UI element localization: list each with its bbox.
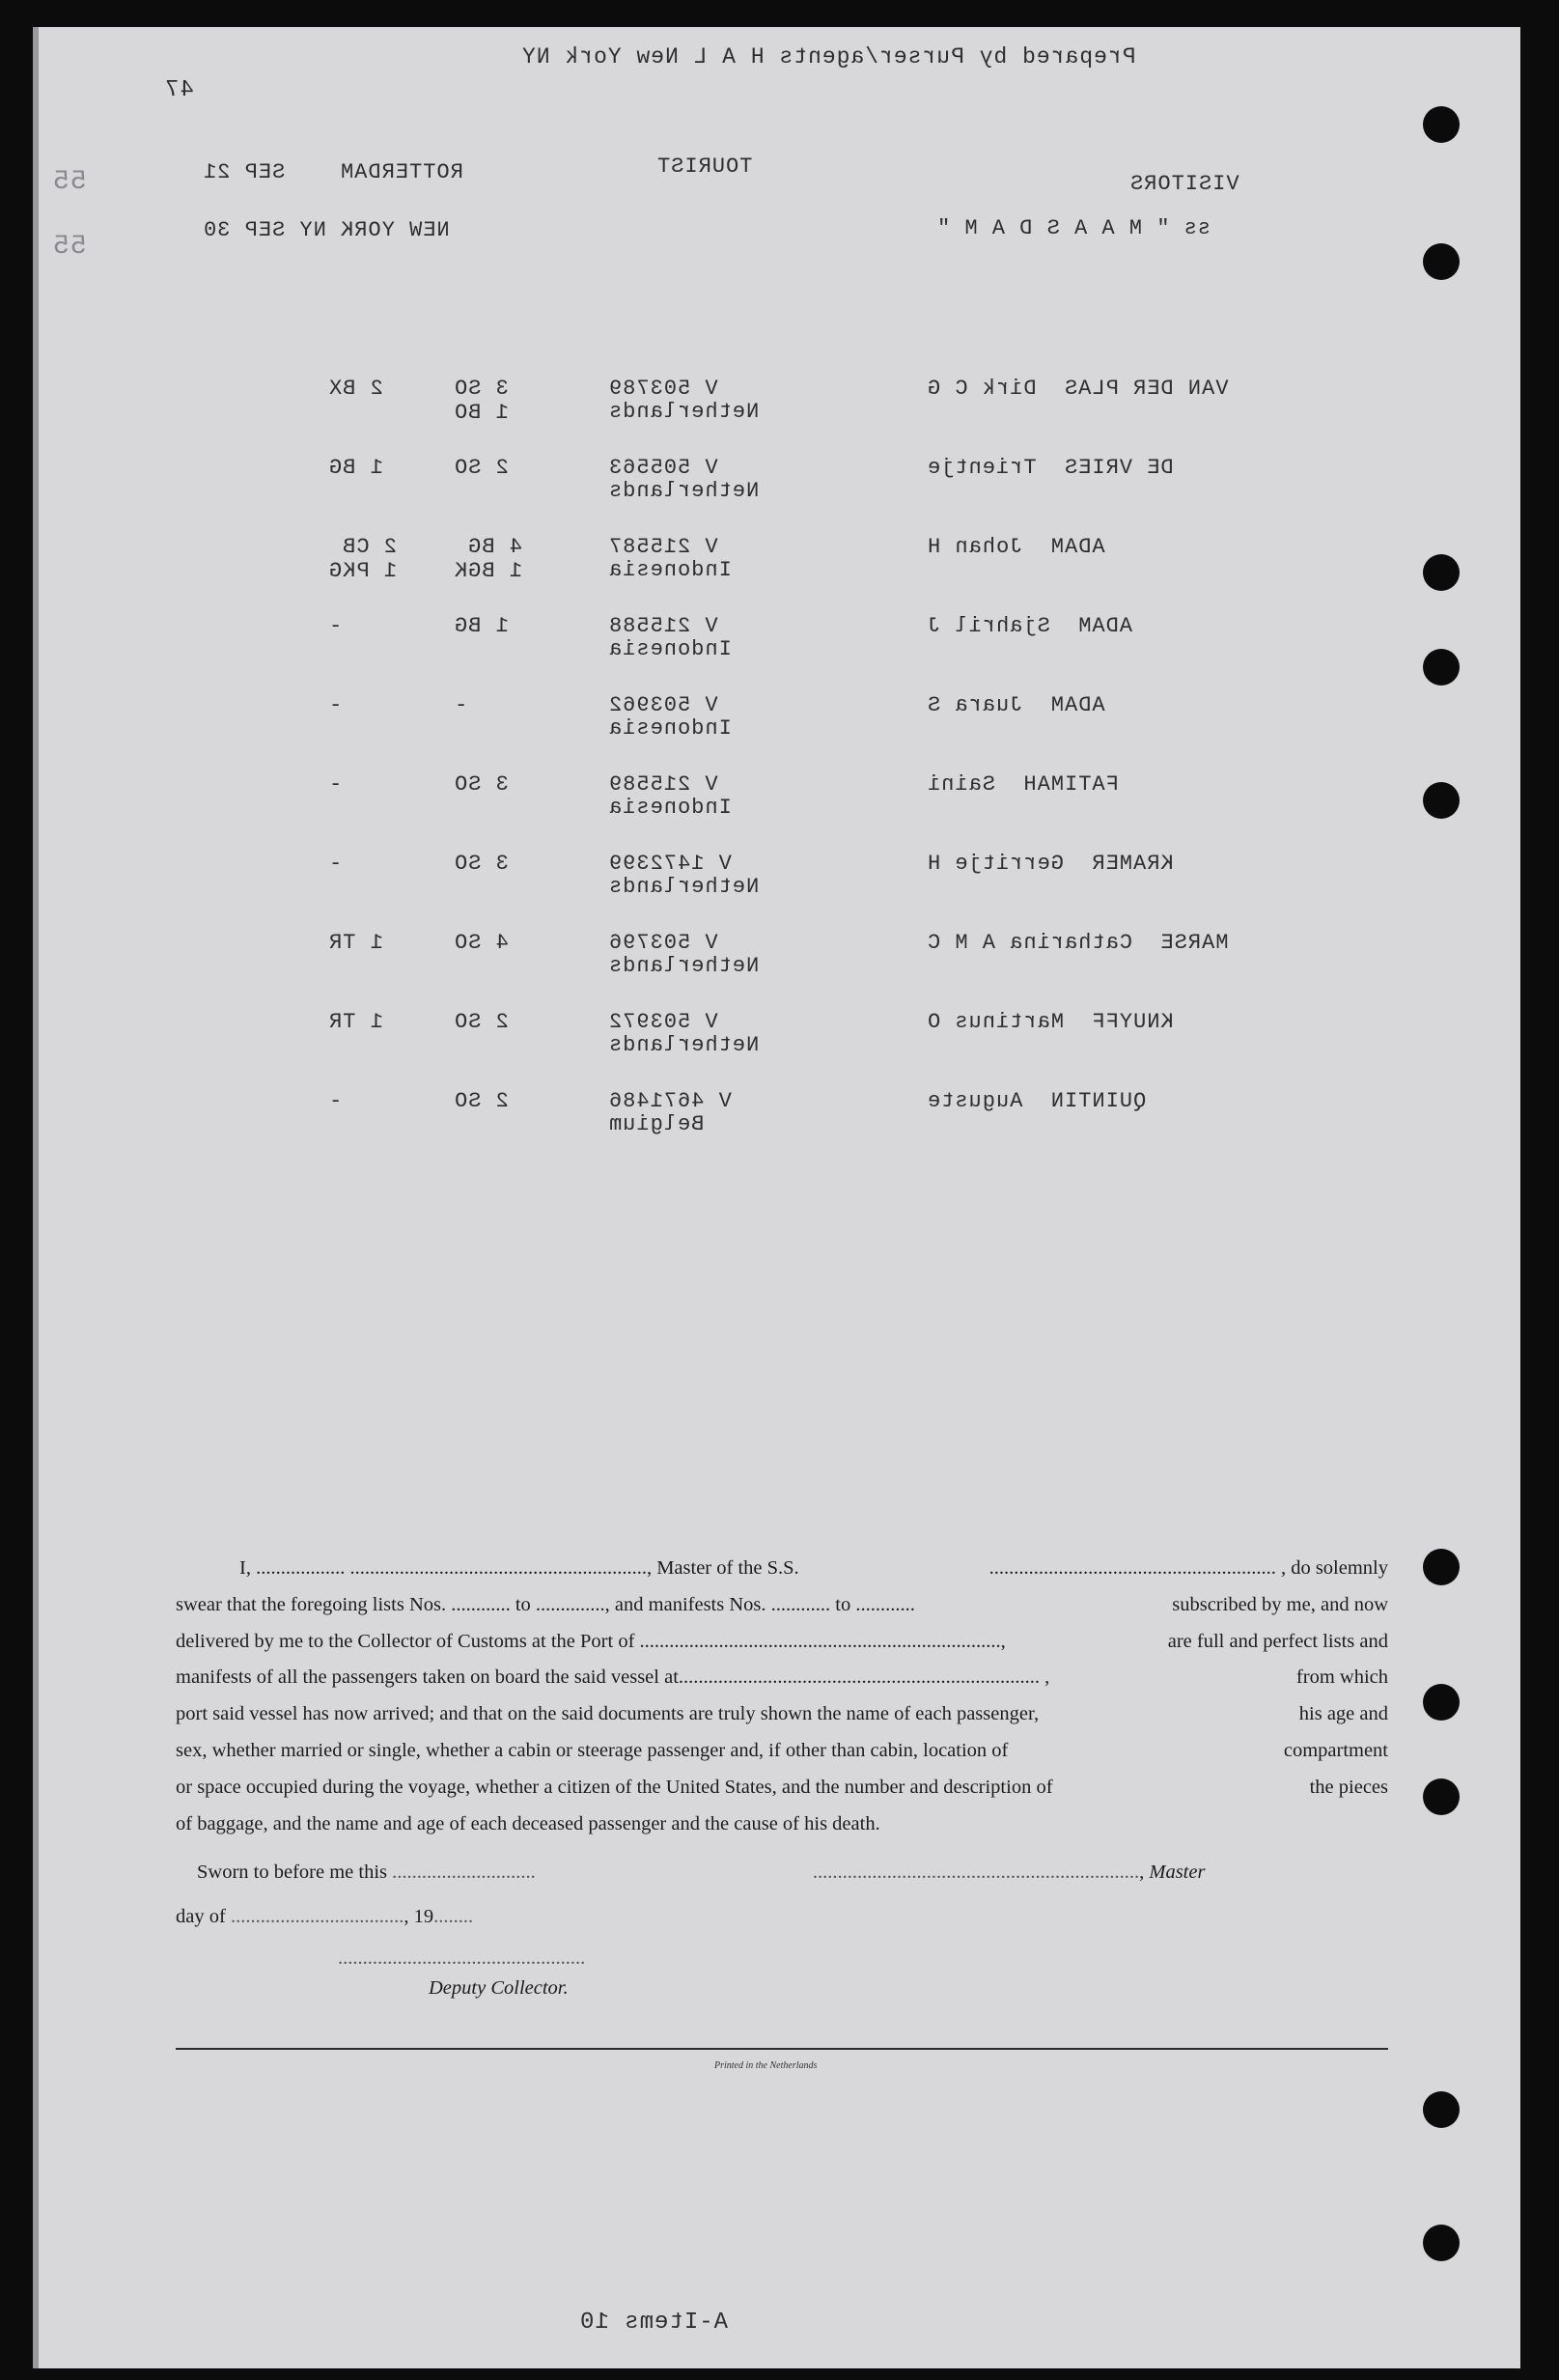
baggage-count: 4 SO — [454, 931, 509, 955]
arrival-port: NEW YORK NY SEP 30 — [203, 218, 450, 242]
passenger-name: DE VRIES Trientje — [927, 456, 1174, 480]
declaration-line — [176, 1587, 1388, 1624]
sworn-label: Sworn to before me this — [197, 1862, 387, 1883]
sworn-block: Sworn to before me this ............................. .................................................................., Master day of ..................................., 19........ .................................................. Deputy Collector. — [176, 1850, 1388, 2000]
nationality: Belgium — [608, 1112, 705, 1136]
footer-rule — [176, 2048, 1388, 2050]
departure-port: ROTTERDAM SEP 21 — [203, 160, 463, 184]
passenger-name: FATIMAH Saini — [927, 772, 1119, 797]
nationality: Netherlands — [608, 875, 760, 899]
baggage-count: 2 SO — [454, 456, 509, 480]
declaration-line — [176, 1624, 1388, 1661]
passenger-name: KRAMER Gerritje H — [927, 852, 1174, 876]
nationality: Indonesia — [608, 637, 732, 661]
baggage-count: 3 SO — [454, 852, 509, 876]
passport-number: V 215588 — [608, 614, 718, 638]
baggage-count: 2 SO — [454, 1089, 509, 1113]
passport-number: V 503789 — [608, 377, 718, 401]
day-of-label: day of — [176, 1906, 226, 1927]
printed-in-label: Printed in the Netherlands — [714, 2060, 818, 2071]
baggage-extra: - — [328, 852, 343, 876]
declaration-line — [176, 1660, 1388, 1696]
declaration-text: .......................................................... , do solemnly — [988, 1557, 1388, 1579]
prepared-by-text: Prepared by Purser/agents H A L New York NY — [521, 44, 1136, 70]
baggage-extra: 2 BX — [328, 377, 383, 401]
declaration-text: subscribed by me, and now — [1172, 1593, 1388, 1615]
baggage-extra: - — [328, 693, 343, 717]
deputy-collector-label: Deputy Collector. — [429, 1977, 569, 1999]
side-number-1: 55 — [52, 167, 87, 197]
baggage-extra: - — [328, 614, 343, 638]
declaration-line — [176, 1770, 1388, 1806]
passport-number: V 1472399 — [608, 852, 732, 876]
passport-number: V 215589 — [608, 772, 718, 797]
class-label: TOURIST — [656, 154, 753, 179]
binder-hole — [1423, 782, 1460, 819]
baggage-count: 3 SO 1 BO — [454, 377, 509, 425]
passport-number: V 215587 — [608, 535, 718, 559]
nationality: Indonesia — [608, 716, 732, 741]
declaration-text: delivered by me to the Collector of Customs at the Port of ........................................................................., — [176, 1630, 1006, 1652]
declaration-line — [176, 1806, 1388, 1843]
ship-name: ss " M A A S D A M " — [936, 216, 1211, 240]
passenger-name: ADAM Juara S — [927, 693, 1105, 717]
passenger-name: ADAM Sjahril J — [927, 614, 1133, 638]
declaration-text: of baggage, and the name and age of each deceased passenger and the cause of his death. — [176, 1812, 880, 1834]
binder-hole — [1423, 1684, 1460, 1721]
passport-number: V 505563 — [608, 456, 718, 480]
nationality: Indonesia — [608, 796, 732, 820]
baggage-count: 1 BG — [454, 614, 509, 638]
binder-hole — [1423, 1549, 1460, 1585]
declaration-text: from which — [1295, 1666, 1388, 1689]
baggage-extra: - — [328, 1089, 343, 1113]
passport-number: V 503796 — [608, 931, 718, 955]
visitors-label: VISITORS — [1129, 172, 1239, 196]
declaration-line — [176, 1551, 1388, 1587]
passenger-name: ADAM Johan H — [927, 535, 1105, 559]
sheet-number: 47 — [164, 77, 194, 103]
baggage-count: - — [454, 693, 468, 717]
baggage-count: 2 SO — [454, 1010, 509, 1034]
passport-number: V 4671486 — [608, 1089, 732, 1113]
nationality: Netherlands — [608, 479, 760, 503]
passenger-name: QUINTIN Auguste — [927, 1089, 1147, 1113]
baggage-extra: 1 TR — [328, 931, 383, 955]
binder-hole — [1423, 2225, 1460, 2261]
declaration-text: compartment — [1283, 1739, 1388, 1761]
passport-number: V 503962 — [608, 693, 718, 717]
binder-hole — [1423, 243, 1460, 280]
declaration-text: I, .................. ............................................................, Master of the S.S. — [239, 1557, 799, 1579]
master-label: , Master — [1139, 1862, 1206, 1883]
declaration-text: or space occupied during the voyage, whether a citizen of the United States, and the number and description of — [176, 1776, 1053, 1798]
baggage-extra: 2 CB 1 PKG — [328, 535, 398, 583]
passenger-name: MARSE Catharina A M C — [927, 931, 1229, 955]
passenger-name: KNUYFF Martinus O — [927, 1010, 1174, 1034]
declaration-text: the pieces — [1309, 1776, 1388, 1798]
binder-hole — [1423, 106, 1460, 143]
declaration-line — [176, 1733, 1388, 1770]
binder-hole — [1423, 1778, 1460, 1815]
baggage-count: 3 SO — [454, 772, 509, 797]
nationality: Netherlands — [608, 954, 760, 978]
declaration-line — [176, 1696, 1388, 1733]
binder-hole — [1423, 2091, 1460, 2128]
declaration-text: swear that the foregoing lists Nos. ............ to .............., and manifests Nos. ............ to ............ — [176, 1593, 915, 1615]
declaration-text: port said vessel has now arrived; and that on the said documents are truly shown the name of each passenger, — [176, 1703, 1040, 1725]
nationality: Netherlands — [608, 1033, 760, 1057]
declaration-text: sex, whether married or single, whether a cabin or steerage passenger and, if other than cabin, location of — [176, 1739, 1009, 1761]
manifest-page — [33, 27, 1520, 2368]
passenger-name: VAN DER PLAS Dirk C G — [927, 377, 1229, 401]
year-label: , 19 — [404, 1906, 434, 1927]
form-number: A-Items 10 — [579, 2310, 729, 2336]
baggage-extra: - — [328, 772, 343, 797]
baggage-count: 4 BG 1 BGK — [454, 535, 523, 583]
declaration-text: manifests of all the passengers taken on board the said vessel at......................................................................... , — [176, 1666, 1050, 1689]
binder-hole — [1423, 649, 1460, 686]
binder-hole — [1423, 554, 1460, 591]
passport-number: V 503972 — [608, 1010, 718, 1034]
declaration-text: his age and — [1298, 1703, 1388, 1725]
nationality: Netherlands — [608, 400, 760, 424]
master-declaration — [176, 1551, 1388, 1842]
baggage-extra: 1 TR — [328, 1010, 383, 1034]
nationality: Indonesia — [608, 558, 732, 582]
baggage-extra: 1 BG — [328, 456, 383, 480]
side-number-2: 55 — [52, 232, 87, 262]
declaration-text: are full and perfect lists and — [1167, 1630, 1388, 1652]
